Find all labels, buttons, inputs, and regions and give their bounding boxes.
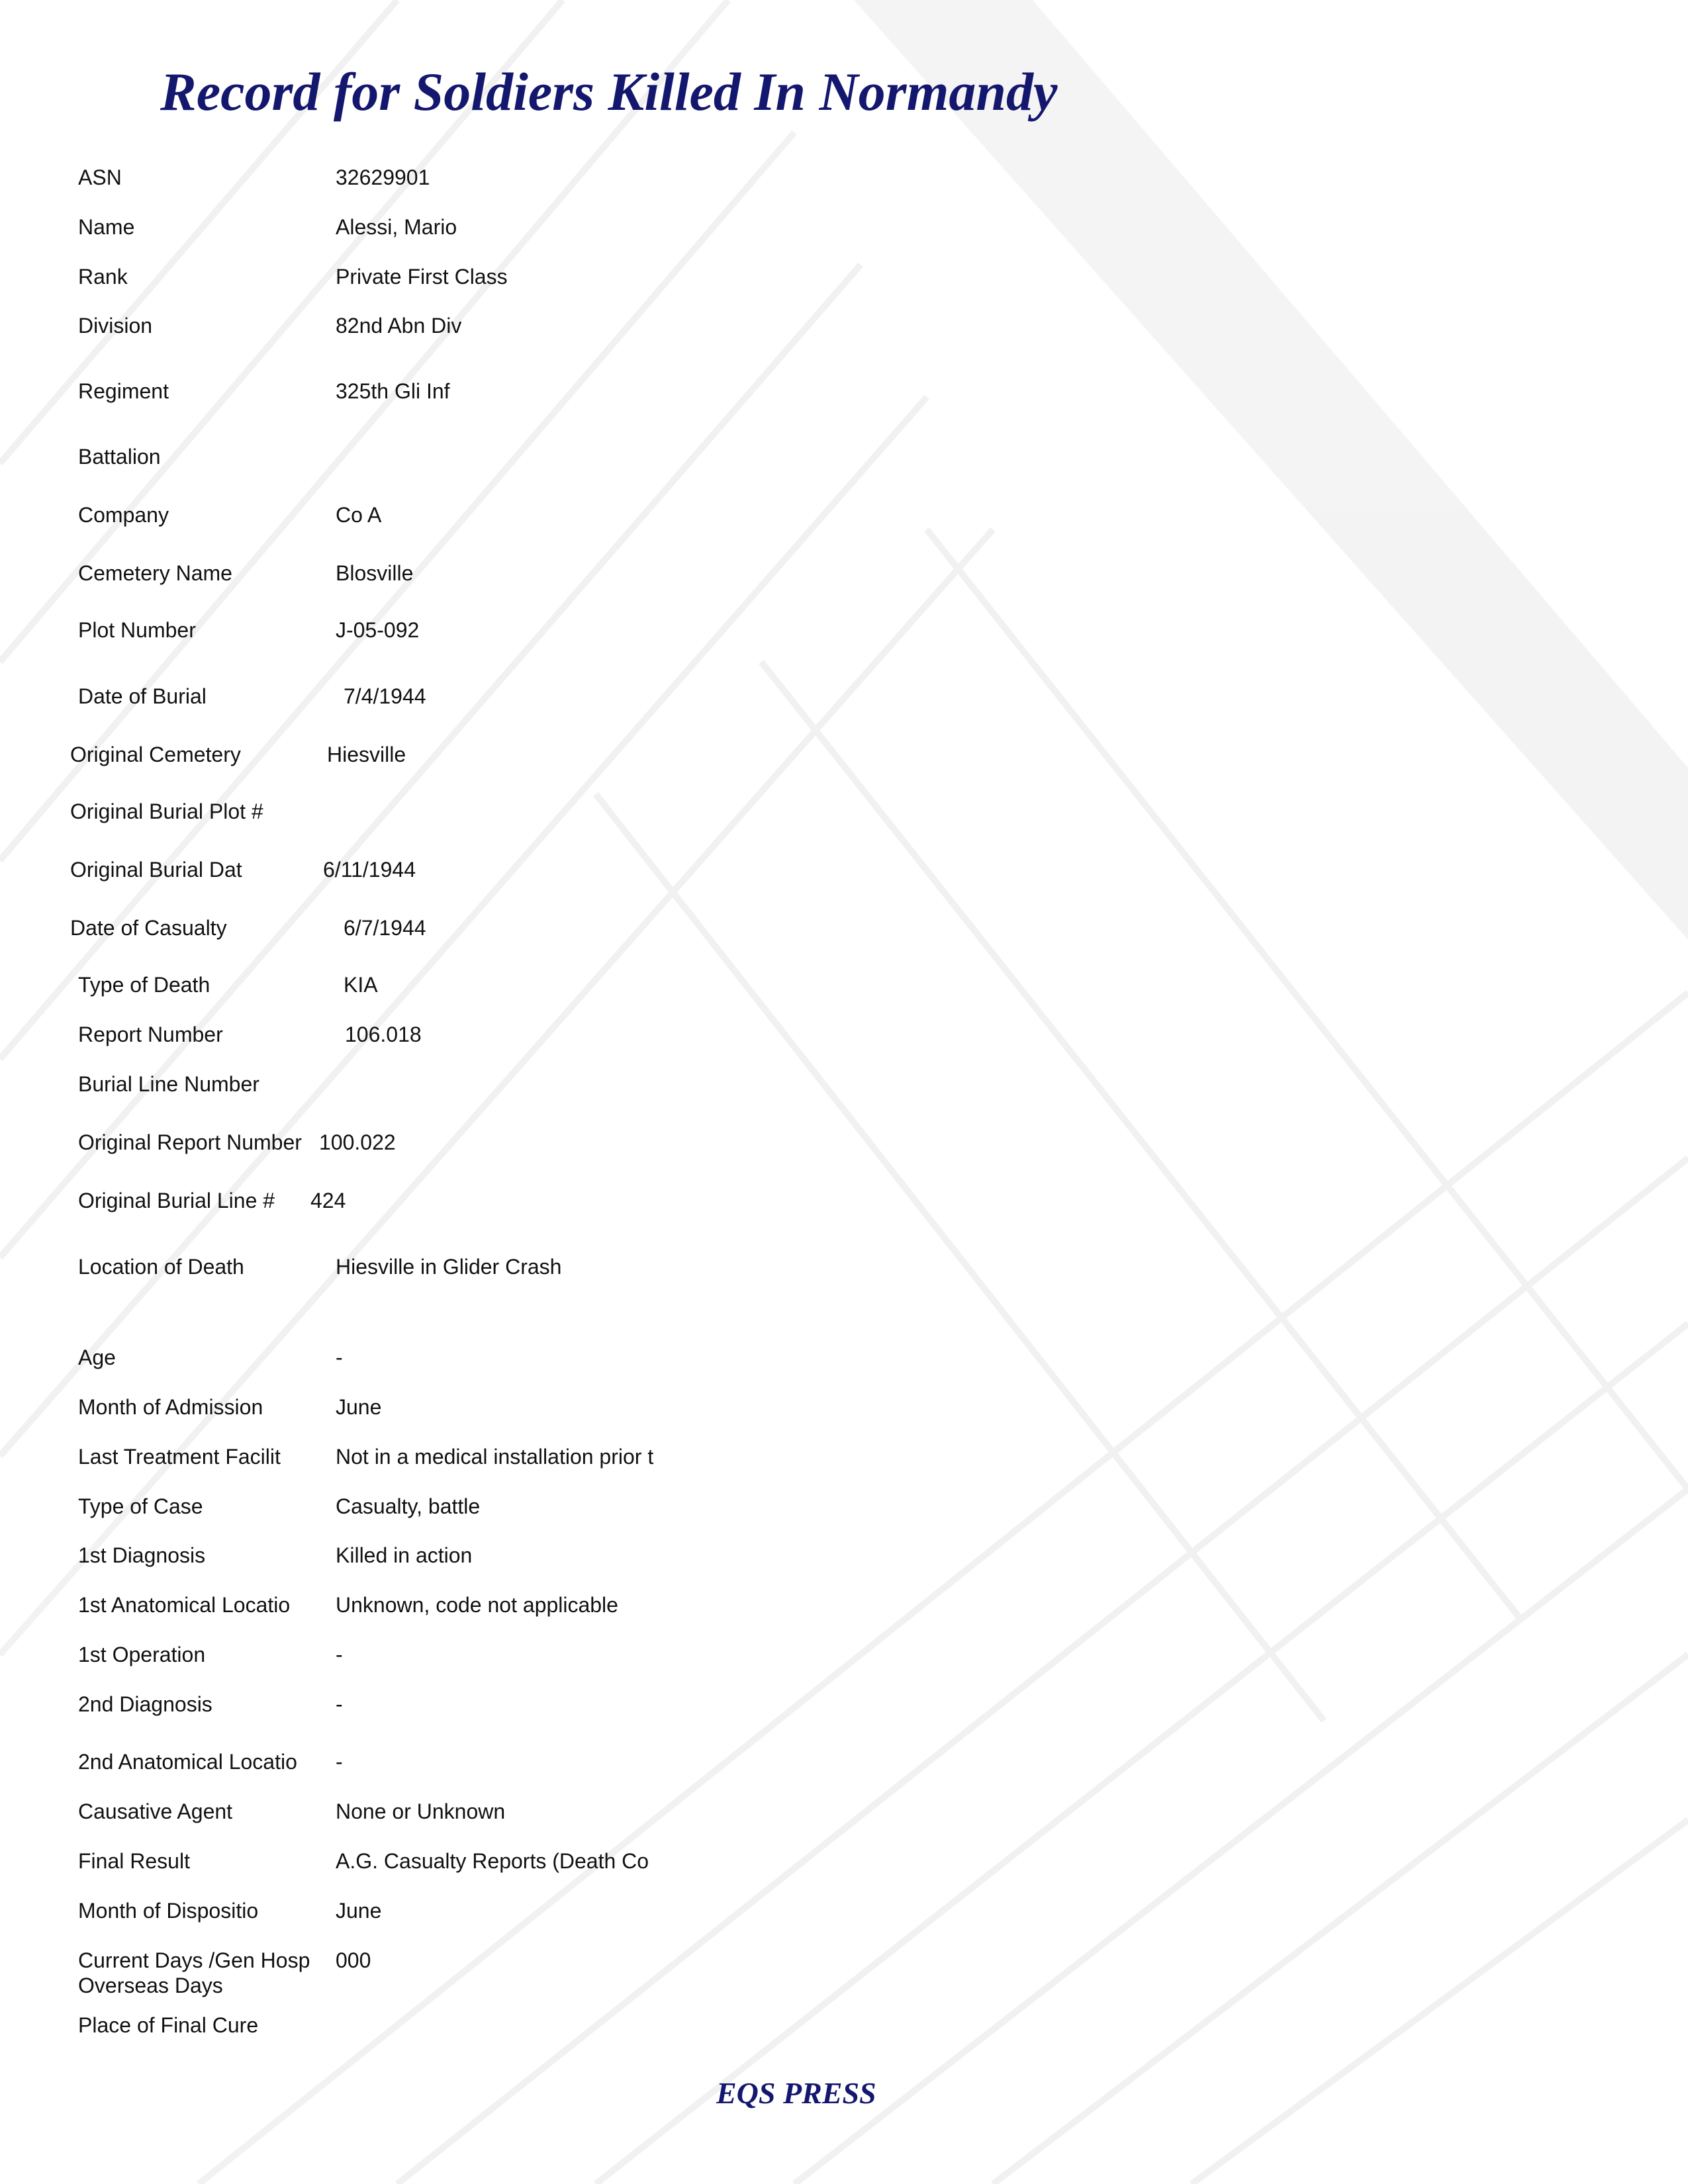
- field-value-division: 82nd Abn Div: [336, 314, 462, 338]
- field-label-current-days-gen-hosp: Current Days /Gen Hosp: [78, 1948, 310, 1972]
- field-value-plot-number: J-05-092: [336, 618, 420, 642]
- field-label-1st-diagnosis: 1st Diagnosis: [78, 1543, 206, 1567]
- field-label-asn: ASN: [78, 165, 122, 189]
- field-value-location-of-death: Hiesville in Glider Crash: [336, 1255, 562, 1279]
- field-label-battalion: Battalion: [78, 445, 161, 469]
- field-label-last-treatment-facilit: Last Treatment Facilit: [78, 1445, 281, 1469]
- field-value-company: Co A: [336, 503, 382, 527]
- field-label-regiment: Regiment: [78, 379, 169, 403]
- page-title: Record for Soldiers Killed In Normandy: [160, 62, 1058, 122]
- field-label-type-of-case: Type of Case: [78, 1494, 203, 1518]
- field-label-place-of-final-cure: Place of Final Cure: [78, 2013, 259, 2037]
- field-label-type-of-death: Type of Death: [78, 973, 211, 997]
- field-value-final-result: A.G. Casualty Reports (Death Co: [336, 1849, 649, 1873]
- field-value-causative-agent: None or Unknown: [336, 1799, 506, 1823]
- field-value-last-treatment-facilit: Not in a medical installation prior t: [336, 1445, 654, 1469]
- field-label-month-of-admission: Month of Admission: [78, 1395, 263, 1419]
- field-label-division: Division: [78, 314, 153, 338]
- field-label-original-report-number: Original Report Number: [78, 1130, 302, 1154]
- field-label-report-number: Report Number: [78, 1023, 223, 1046]
- field-label-age: Age: [78, 1345, 116, 1369]
- field-value-date-of-burial: 7/4/1944: [344, 684, 426, 708]
- field-value-date-of-casualty: 6/7/1944: [344, 916, 426, 940]
- field-label-original-burial-plot: Original Burial Plot #: [70, 799, 263, 823]
- publisher-footer: EQS PRESS: [716, 2076, 876, 2110]
- field-label-2nd-diagnosis: 2nd Diagnosis: [78, 1692, 212, 1716]
- field-value-original-cemetery: Hiesville: [327, 743, 406, 766]
- field-label-date-of-casualty: Date of Casualty: [70, 916, 227, 940]
- field-label-rank: Rank: [78, 265, 128, 289]
- field-value-rank: Private First Class: [336, 265, 508, 289]
- field-value-report-number: 106.018: [345, 1023, 422, 1046]
- field-value-original-burial-line: 424: [310, 1189, 346, 1212]
- field-label-plot-number: Plot Number: [78, 618, 196, 642]
- field-label-original-burial-line: Original Burial Line #: [78, 1189, 275, 1212]
- field-value-original-burial-dat: 6/11/1944: [323, 858, 416, 882]
- field-label-1st-anatomical-locatio: 1st Anatomical Locatio: [78, 1593, 291, 1617]
- field-value-1st-diagnosis: Killed in action: [336, 1543, 473, 1567]
- field-label-burial-line-number: Burial Line Number: [78, 1072, 259, 1096]
- field-label-2nd-anatomical-locatio: 2nd Anatomical Locatio: [78, 1750, 297, 1774]
- field-label-location-of-death: Location of Death: [78, 1255, 244, 1279]
- field-label-1st-operation: 1st Operation: [78, 1643, 206, 1666]
- field-value-cemetery-name: Blosville: [336, 561, 414, 585]
- field-label-cemetery-name: Cemetery Name: [78, 561, 232, 585]
- field-value-1st-anatomical-locatio: Unknown, code not applicable: [336, 1593, 618, 1617]
- field-value-type-of-death: KIA: [344, 973, 378, 997]
- field-value-name: Alessi, Mario: [336, 215, 457, 239]
- field-value-2nd-diagnosis: -: [336, 1692, 343, 1716]
- field-value-original-report-number: 100.022: [319, 1130, 396, 1154]
- field-label-month-of-dispositio: Month of Dispositio: [78, 1899, 259, 1923]
- field-label-company: Company: [78, 503, 169, 527]
- field-value-2nd-anatomical-locatio: -: [336, 1750, 343, 1774]
- field-value-month-of-dispositio: June: [336, 1899, 382, 1923]
- field-label-final-result: Final Result: [78, 1849, 190, 1873]
- field-value-regiment: 325th Gli Inf: [336, 379, 450, 403]
- field-value-age: -: [336, 1345, 343, 1369]
- field-label-overseas-days: Overseas Days: [78, 1974, 223, 1997]
- field-label-date-of-burial: Date of Burial: [78, 684, 207, 708]
- field-value-type-of-case: Casualty, battle: [336, 1494, 481, 1518]
- field-value-asn: 32629901: [336, 165, 430, 189]
- field-label-name: Name: [78, 215, 135, 239]
- field-value-current-days-gen-hosp: 000: [336, 1948, 371, 1972]
- field-value-month-of-admission: June: [336, 1395, 382, 1419]
- field-label-causative-agent: Causative Agent: [78, 1799, 233, 1823]
- field-label-original-burial-dat: Original Burial Dat: [70, 858, 242, 882]
- field-value-1st-operation: -: [336, 1643, 343, 1666]
- field-label-original-cemetery: Original Cemetery: [70, 743, 241, 766]
